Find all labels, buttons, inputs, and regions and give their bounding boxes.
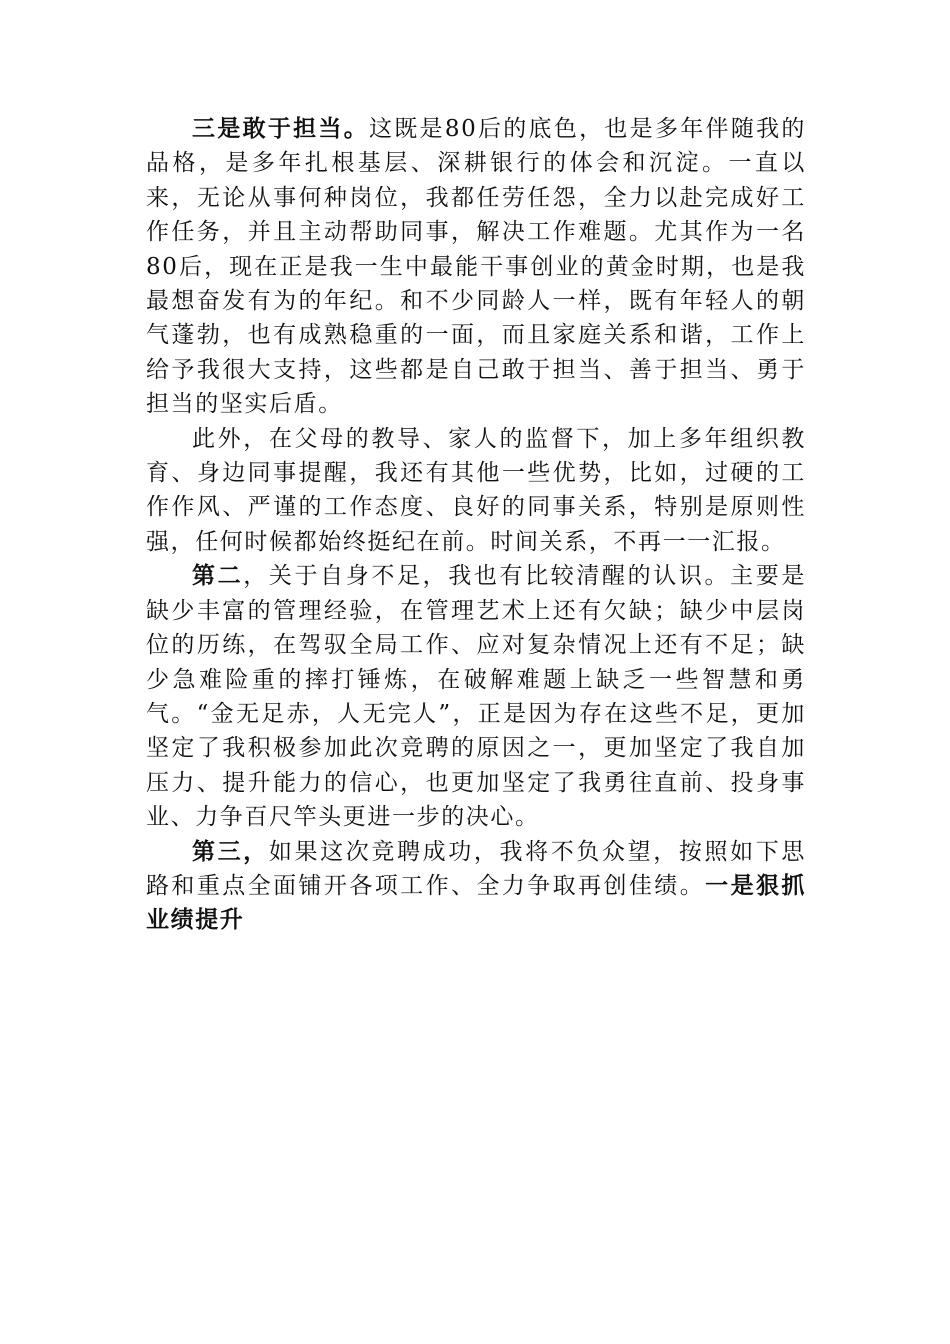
paragraph-lead-bold: 第三， <box>192 837 269 865</box>
paragraph-shortcomings <box>146 559 806 834</box>
paragraph-dare-to-take-responsibility <box>146 112 806 422</box>
paragraph-text: ，关于自身不足，我也有比较清醒的认识。主要是缺少丰富的管理经验，在管理艺术上还有欠缺；缺少中层岗位的历练，在驾驭全局工作、应对复杂情况上还有不足；缺少急难险重的摔打锤炼，在破解难题上缺乏一些智慧和勇气。“金无足赤，人无完人”，正是因为存在这些不足，更加坚定了我积极参加此次竞聘的原因之一，更加坚定了我自加压力、提升能力的信心，也更加坚定了我勇往直前、投身事业、力争百尺竿头更进一步的决心。 <box>146 563 807 831</box>
paragraph-work-plan <box>146 835 806 938</box>
document-body <box>146 112 806 938</box>
paragraph-text: 此外，在父母的教导、家人的监督下，加上多年组织教育、身边同事提醒，我还有其他一些优势，比如，过硬的工作作风、严谨的工作态度、良好的同事关系，特别是原则性强，任何时候都始终挺纪在前。时间关系，不再一一汇报。 <box>146 425 806 555</box>
paragraph-lead-bold: 第二 <box>192 562 244 590</box>
paragraph-text: 这既是80后的底色，也是多年伴随我的品格，是多年扎根基层、深耕银行的体会和沉淀。一直以来，无论从事何种岗位，我都任劳任怨，全力以赴完成好工作任务，并且主动帮助同事，解决工作难题。尤其作为一名80后，现在正是我一生中最能干事创业的黄金时期，也是我最想奋发有为的年纪。和不少同龄人一样，既有年轻人的朝气蓬勃，也有成熟稳重的一面，而且家庭关系和谐，工作上给予我很大支持，这些都是自己敢于担当、善于担当、勇于担当的坚实后盾。 <box>146 116 806 418</box>
paragraph-lead-bold: 三是敢于担当。 <box>192 115 369 142</box>
paragraph-other-advantages <box>146 422 806 560</box>
paragraph-text: 如果这次竞聘成功，我将不负众望，按照如下思路和重点全面铺开各项工作、全力争取再创佳绩。 <box>146 838 806 899</box>
paragraph-tail-bold: 一是狠抓业绩提升 <box>146 871 807 934</box>
